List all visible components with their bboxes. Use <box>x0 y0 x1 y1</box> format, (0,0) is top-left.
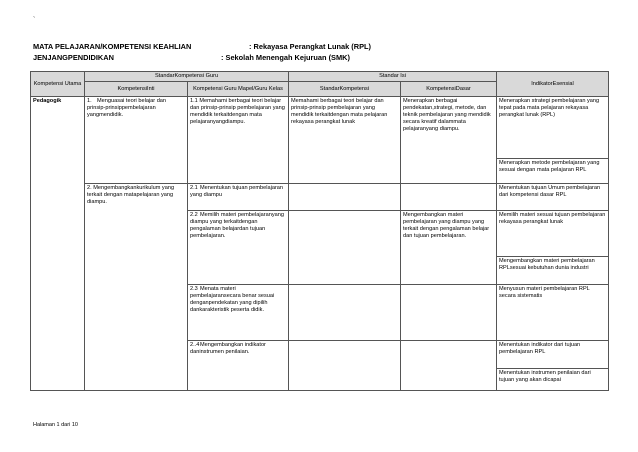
header-standar-isi: Standar Isi <box>289 72 497 82</box>
cell-utama: Pedagogik <box>31 97 85 391</box>
cell-standar-kompetensi <box>289 184 401 211</box>
cell-kompetensi-dasar <box>401 184 497 211</box>
competency-table <box>30 71 609 391</box>
header-jenjang <box>33 53 350 62</box>
table-row <box>31 184 609 211</box>
header-indikator-esensial: IndikatorEsensial <box>497 72 609 97</box>
header-kompetensi-dasar: KompetensiDasar <box>401 82 497 97</box>
cell-indikator: Menentukan indikator dari tujuan pembelajaran RPL <box>497 341 609 369</box>
cell-indikator: Memilih materi sesuai tujuan pembelajaran rekayasa perangkat lunak <box>497 211 609 257</box>
cell-indikator: Menentukan tujuan Umum pembelajaran dari kompetensi dasar RPL <box>497 184 609 211</box>
cell-standar-kompetensi <box>289 211 401 285</box>
cell-standar-kompetensi <box>289 285 401 341</box>
stray-mark: ` <box>33 17 36 24</box>
mapel-value: : Rekayasa Perangkat Lunak (RPL) <box>249 42 371 51</box>
header-standar-kompetensi: StandarKompetensi <box>289 82 401 97</box>
jenjang-value: : Sekolah Menengah Kejuruan (SMK) <box>221 53 350 62</box>
cell-kompetensi-dasar <box>401 285 497 341</box>
mapel-label: MATA PELAJARAN/KOMPETENSI KEAHLIAN <box>33 42 192 51</box>
cell-kompetensi-guru: 2..4Mengembangkan indikator daninstrumen penilaian. <box>188 341 289 391</box>
cell-standar-kompetensi: Memahami berbagai teori belajar dan prinsip-prinsip pembelajaran yang mendidik terkaitdengan mata pelajaran rekayasa perangkat lunak <box>289 97 401 184</box>
cell-inti: 1. Menguasai teori belajar dan prinsip-prinsippembelajaran yangmendidik. <box>85 97 188 184</box>
cell-indikator: Menerapkan metode pembelajaran yang sesuai dengan mata pelajaran RPL <box>497 159 609 184</box>
cell-indikator: Menyusun materi pembelajaran RPL secara sistematis <box>497 285 609 341</box>
cell-kompetensi-guru: 2.2 Memilih materi pembelajaranyang diampu yang terkaitdengan pengalaman belajardan tujuan pembelajaran. <box>188 211 289 285</box>
cell-indikator: Mengembangkan materi pembelajaran RPLsesuai kebutuhan dunia industri <box>497 257 609 285</box>
cell-kompetensi-dasar: Mengembangkan materi pembelajaran yang diampu yang terkait dengan pengalaman belajar dan tujuan pembelajaran. <box>401 211 497 285</box>
cell-kompetensi-guru: 1.1 Memahami berbagai teori belajar dan prinsip-prinsip pembelajaran yang mendidik terkaitdengan mata pelajaranyangdiampu. <box>188 97 289 184</box>
cell-indikator: Menerapkan strategi pembelajaran yang tepat pada mata pelajaran rekayasa perangkat lunak (RPL) <box>497 97 609 159</box>
header-kompetensi-utama: Kompetensi Utama <box>31 72 85 97</box>
header-mapel <box>33 42 371 51</box>
table-header-row <box>31 72 609 82</box>
header-standar-kompetensi-guru: StandarKompetensi Guru <box>85 72 289 82</box>
cell-kompetensi-dasar: Menerapkan berbagai pendekatan,strategi, metode, dan teknik pembelajaran yang mendidik secara kreatif dalammata pelajaranyang diampu. <box>401 97 497 184</box>
cell-kompetensi-guru: 2.3 Menata materi pembelajaransecara benar sesuai denganpendekatan yang dipilih dankarakteristik peserta didik. <box>188 285 289 341</box>
table-row <box>31 97 609 159</box>
header-kompetensi-inti: KompetensiInti <box>85 82 188 97</box>
page-footer: Halaman 1 dari 10 <box>33 422 78 428</box>
jenjang-label: JENJANGPENDIDIKAN <box>33 53 114 62</box>
cell-kompetensi-guru: 2.1 Menentukan tujuan pembelajaran yang diampu <box>188 184 289 211</box>
header-kompetensi-guru: Kompetensi Guru Mapel/Guru Kelas <box>188 82 289 97</box>
cell-inti: 2. Mengembangkankurikulum yang terkait dengan matapelajaran yang diampu. <box>85 184 188 391</box>
cell-indikator: Menentukan instrumen penilaian dari tujuan yang akan dicapai <box>497 369 609 391</box>
cell-kompetensi-dasar <box>401 341 497 391</box>
cell-standar-kompetensi <box>289 341 401 391</box>
